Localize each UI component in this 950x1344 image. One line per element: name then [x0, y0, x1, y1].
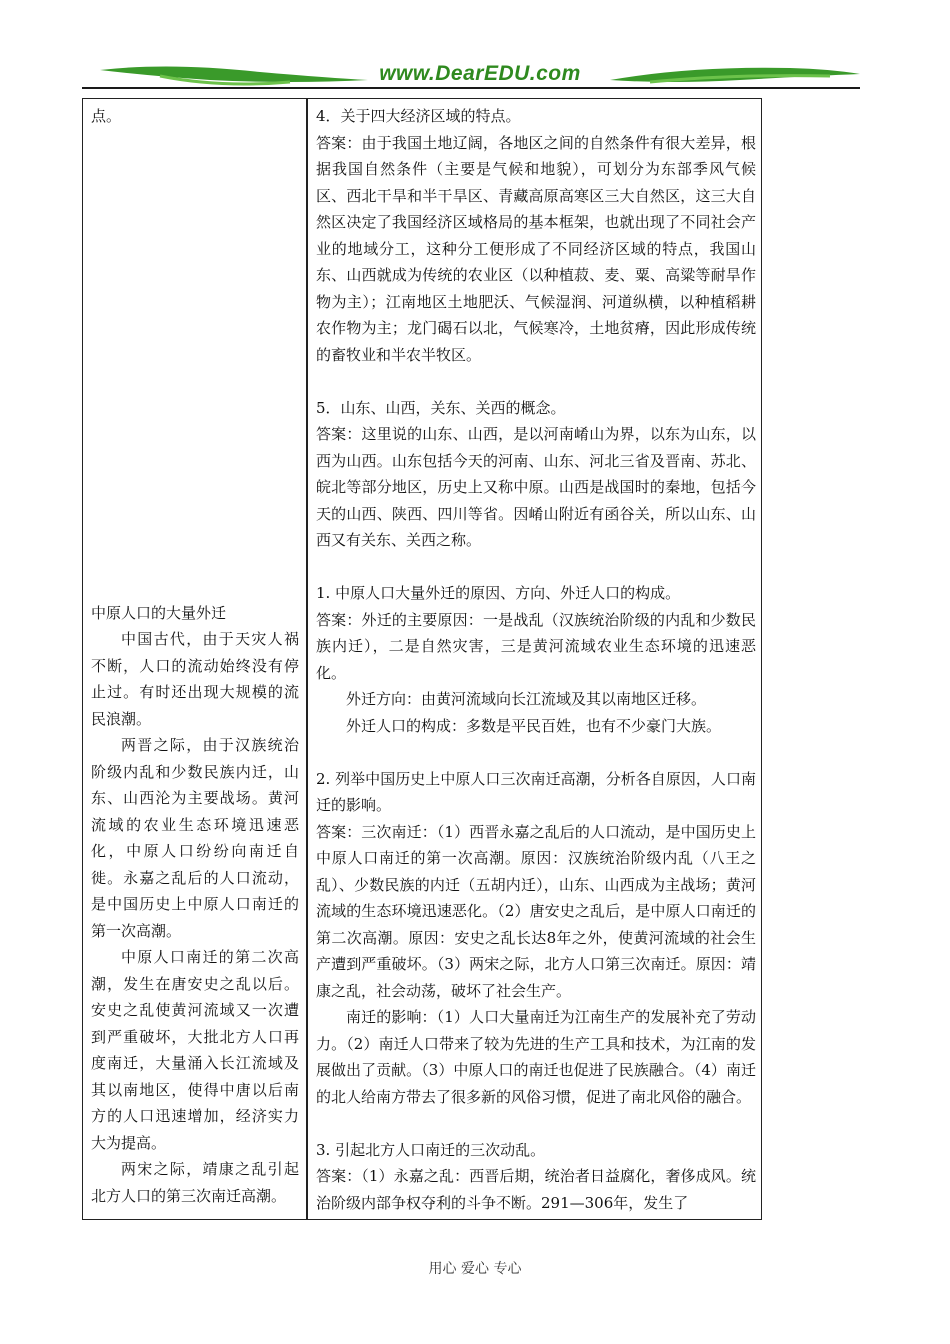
- s2-title: 2. 列举中国历史上中原人口三次南迁高潮，分析各自原因，人口南迁的影响。: [316, 769, 756, 814]
- left-top-fragment: 点。: [91, 107, 122, 125]
- q5-answer: 答案：这里说的山东、山西，是以河南崤山为界，以东为山东，以西为山西。山东包括今天的河南、山东、河北三省及晋南、苏北、皖北等部分地区，历史上又称中原。山西是战国时的秦地，包括今天的山西、陕西、四川等省。因崤山附近有函谷关，所以山东、山西又有关东、关西之称。: [316, 425, 756, 549]
- q4-title: 4．关于四大经济区域的特点。: [316, 107, 521, 125]
- s1-composition: 外迁人口的构成：多数是平民百姓，也有不少豪门大族。: [346, 716, 722, 735]
- left-paragraph: 两晋之际，由于汉族统治阶级内乱和少数民族内迁，山东、山西沦为主要战场。黄河流域的农业生态环境迅速恶化，中原人口纷纷向南迁自徙。永嘉之乱后的人口流动，是中国历史上中原人口南迁的第一次高潮。: [91, 736, 299, 940]
- q4-answer: 答案：由于我国土地辽阔，各地区之间的自然条件有很大差异，根据我国自然条件（主要是气候和地貌），可划分为东部季风气候区、西北干旱和半干旱区、青藏高原高寒区三大自然区，这三大自然区决定了我国经济区域格局的基本框架，也就出现了不同社会产业的地域分工，这种分工便形成了不同经济区域的特点，我国山东、山西就成为传统的农业区（以种植菽、麦、粟、高粱等耐旱作物为主）；江南地区土地肥沃、气候湿润、河道纵横，以种植稻耕农作物为主；龙门碣石以北，气候寒冷，土地贫瘠，因此形成传统的畜牧业和半农半牧区。: [316, 133, 756, 364]
- s3-answer: 答案：（1）永嘉之乱：西晋后期，统治者日益腐化，奢侈成风。统治阶级内部争权夺利的斗争不断。291—306年，发生了: [316, 1167, 756, 1212]
- s1-direction: 外迁方向：由黄河流域向长江流域及其以南地区迁移。: [346, 690, 707, 708]
- column-divider: [306, 99, 308, 1219]
- left-paragraph: 中国古代，由于天灾人祸不断，人口的流动始终没有停止过。有时还出现大规模的流民浪潮。: [91, 630, 299, 728]
- header-rule: [82, 87, 860, 89]
- s2-answer: 答案：三次南迁：（1）西晋永嘉之乱后的人口流动，是中国历史上中原人口南迁的第一次高潮。原因：汉族统治阶级内乱（八王之乱）、少数民族的内迁（五胡内迁），山东、山西成为主战场；黄河流域的生态环境迅速恶化。（2）唐安史之乱后，是中原人口南迁的第二次高潮。原因：安史之乱长达8年之外，使黄河流域的社会生产遭到严重破坏。（3）两宋之际，北方人口第三次南迁。原因：靖康之乱，社会动荡，破坏了社会生产。: [316, 822, 756, 1000]
- q5-title: 5．山东、山西，关东、关西的概念。: [316, 398, 566, 417]
- content-table: [82, 98, 762, 1220]
- left-paragraph: 中原人口南迁的第二次高潮，发生在唐安史之乱以后。安史之乱使黄河流域又一次遭到严重破坏，大批北方人口再度南迁，大量涌入长江流域及其以南地区，使得中唐以后南方的人口迅速增加，经济实力大为提高。: [91, 948, 299, 1152]
- left-column: [91, 103, 299, 1209]
- left-section-title: 中原人口的大量外迁: [91, 603, 227, 622]
- right-column: [316, 103, 756, 1216]
- s1-answer: 答案：外迁的主要原因：一是战乱（汉族统治阶级的内乱和少数民族内迁），二是自然灾害，三是黄河流域农业生态环境的迅速恶化。: [316, 610, 756, 682]
- s1-title: 1. 中原人口大量外迁的原因、方向、外迁人口的构成。: [316, 584, 681, 602]
- left-paragraph: 两宋之际，靖康之乱引起北方人口的第三次南迁高潮。: [91, 1160, 299, 1205]
- s2-influence: 南迁的影响：（1）人口大量南迁为江南生产的发展补充了劳动力。（2）南迁人口带来了较为先进的生产工具和技术，为江南的发展做出了贡献。（3）中原人口的南迁也促进了民族融合。（4）南迁的北人给南方带去了很多新的风俗习惯，促进了南北风俗的融合。: [316, 1008, 756, 1106]
- site-logo-text: www.DearEDU.com: [379, 62, 581, 85]
- page-footer: 用心 爱心 专心: [428, 1261, 522, 1277]
- s3-title: 3. 引起北方人口南迁的三次动乱。: [316, 1140, 546, 1159]
